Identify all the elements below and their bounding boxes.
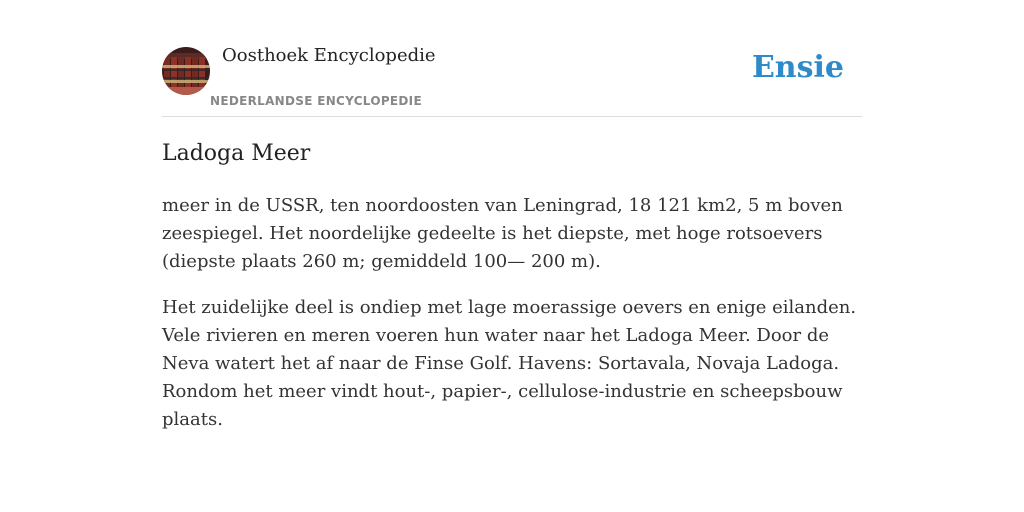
article-paragraph: meer in de USSR, ten noordoosten van Leningrad, 18 121 km2, 5 m boven zeespiegel. Het noordelijke gedeelte is het diepste, met hoge rotsoevers (diepste plaats 260 m; gemiddeld 100— 200 m). xyxy=(162,195,843,272)
page xyxy=(162,0,862,512)
source-subtitle: NEDERLANDSE ENCYCLOPEDIE xyxy=(210,94,422,108)
article-paragraph: Het zuidelijke deel is ondiep met lage moerassige oevers en enige eilanden. Vele rivieren en meren voeren hun water naar het Ladoga Meer. Door de Neva watert het af naar de Finse Golf. Havens: Sortavala, Novaja Ladoga. Rondom het meer vindt hout-, papier-, cellulose-industrie en scheepsbouw plaats. xyxy=(162,297,857,430)
encyclopedia-books-icon[interactable] xyxy=(162,47,210,95)
article-body xyxy=(162,192,862,452)
source-name[interactable]: Oosthoek Encyclopedie xyxy=(222,45,436,66)
header xyxy=(162,0,862,117)
brand-logo[interactable]: Ensie xyxy=(751,50,844,85)
article-title: Ladoga Meer xyxy=(162,141,311,166)
